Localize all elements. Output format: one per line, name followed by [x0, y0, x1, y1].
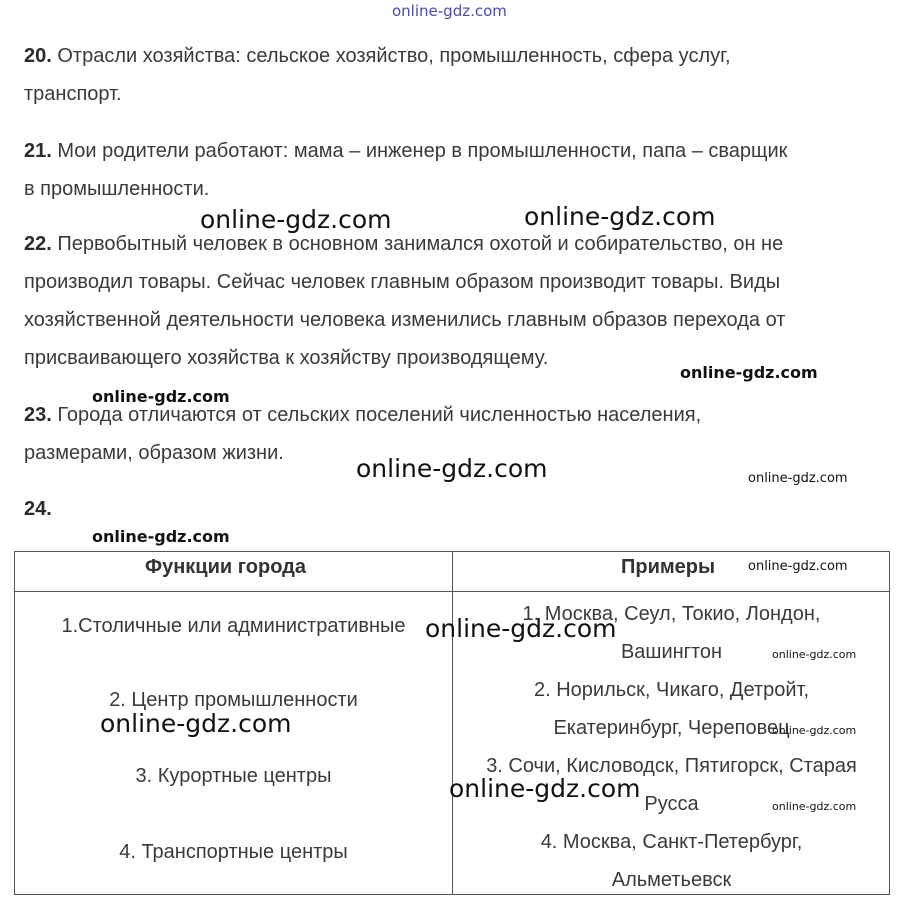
example-line: 1. Москва, Сеул, Токио, Лондон, [522, 603, 821, 625]
watermark: online-gdz.com [680, 363, 818, 382]
paragraph-21 [24, 132, 787, 208]
function-cell-2: 2. Центр промышленности [109, 689, 358, 711]
watermark: online-gdz.com [200, 205, 392, 234]
paragraph-number: 20. [24, 45, 52, 67]
watermark: online-gdz.com [425, 614, 617, 643]
watermark: online-gdz.com [92, 387, 230, 406]
paragraph-line: производил товары. Сейчас человек главным образом производит товары. Виды [24, 271, 781, 293]
paragraph-line: Города отличаются от сельских поселений численностью населения, [57, 404, 702, 426]
paragraph-number: 21. [24, 140, 52, 162]
watermark: online-gdz.com [748, 471, 848, 486]
paragraph-number: 24. [24, 498, 52, 520]
function-cell-4: 4. Транспортные центры [119, 841, 348, 863]
paragraph-line: Отрасли хозяйства: сельское хозяйство, промышленность, сфера услуг, [57, 45, 731, 67]
watermark: online-gdz.com [524, 202, 716, 231]
header-examples: Примеры [621, 556, 716, 578]
watermark: online-gdz.com [772, 724, 857, 737]
watermark: online-gdz.com [772, 800, 857, 813]
example-line: Вашингтон [620, 641, 723, 663]
watermark: online-gdz.com [92, 527, 230, 546]
paragraph-20 [24, 37, 731, 113]
function-cell-3: 3. Курортные центры [135, 765, 332, 787]
paragraph-line: присваивающего хозяйства к хозяйству производящему. [24, 347, 549, 369]
watermark: online-gdz.com [449, 774, 641, 803]
header-divider [15, 591, 889, 592]
example-line: Екатеринбург, Череповец [553, 717, 790, 739]
paragraph-line: транспорт. [24, 83, 122, 105]
watermark: online-gdz.com [772, 648, 857, 661]
function-cell-1: 1.Столичные или административные [61, 615, 406, 637]
paragraph-22 [24, 225, 785, 377]
watermark: online-gdz.com [100, 709, 292, 738]
example-line: 4. Москва, Санкт-Петербург, [540, 831, 803, 853]
top-watermark: online-gdz.com [392, 2, 507, 20]
paragraph-line: хозяйственной деятельности человека изменились главным образов перехода от [24, 309, 786, 331]
example-cell-4 [452, 823, 891, 899]
paragraph-line: размерами, образом жизни. [24, 442, 284, 464]
example-line: 2. Норильск, Чикаго, Детройт, [533, 679, 810, 701]
paragraph-line: в промышленности. [24, 178, 210, 200]
header-functions: Функции города [145, 556, 306, 578]
watermark: online-gdz.com [356, 454, 548, 483]
paragraph-24 [24, 490, 52, 528]
example-line: 3. Сочи, Кисловодск, Пятигорск, Старая [486, 755, 857, 777]
paragraph-line: Первобытный человек в основном занимался охотой и собирательство, он не [57, 233, 784, 255]
example-line: Русса [644, 793, 699, 815]
paragraph-line: Мои родители работают: мама – инженер в промышленности, папа – сварщик [57, 140, 788, 162]
paragraph-number: 23. [24, 404, 52, 426]
watermark: online-gdz.com [748, 559, 848, 574]
example-line: Альметьевск [611, 869, 732, 891]
paragraph-number: 22. [24, 233, 52, 255]
